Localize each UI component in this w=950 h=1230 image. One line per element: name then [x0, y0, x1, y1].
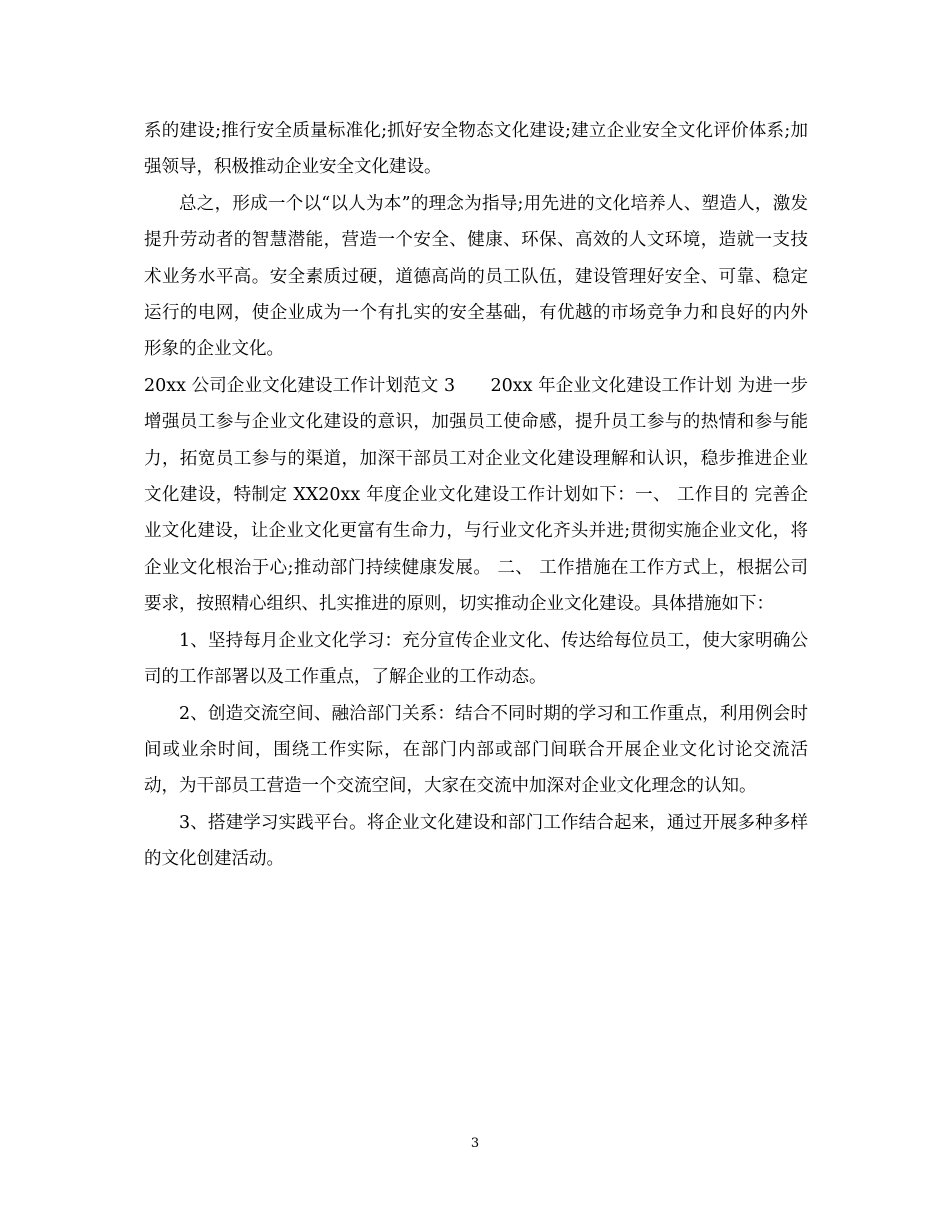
- paragraph-continuation: 系的建设;推行安全质量标准化;抓好安全物态文化建设;建立企业安全文化评价体系;加强领导，积极推动企业安全文化建设。: [144, 121, 808, 178]
- paragraph-measure-3: 3、搭建学习实践平台。将企业文化建设和部门工作结合起来，通过开展多种多样的文化创建活动。: [144, 812, 808, 870]
- paragraph-plan-intro: 20xx 公司企业文化建设工作计划范文 3 20xx 年企业文化建设工作计划 为进一步增强员工参与企业文化建设的意识，加强员工使命感，提升员工参与的热情和参与能力，拓宽员工参与的渠道，加深干部员工对企业文化建设理解和认识，稳步推进企业文化建设，特制定 XX20xx 年度企业文化建设工作计划如下：一、 工作目的 完善企业文化建设，让企业文化更富有生命力，与行业文化齐头并进;贯彻实施企业文化，将企业文化根治于心;推动部门持续健康发展。 二、 工作措施在工作方式上，根据公司要求，按照精心组织、扎实推进的原则，切实推动企业文化建设。具体措施如下：: [144, 375, 808, 615]
- paragraph-measure-1: 1、坚持每月企业文化学习：充分宣传企业文化、传达给每位员工，使大家明确公司的工作部署以及工作重点，了解企业的工作动态。: [144, 630, 808, 688]
- page-number: 3: [470, 1136, 480, 1151]
- document-body: [144, 113, 808, 878]
- paragraph-summary: 总之，形成一个以“以人为本”的理念为指导;用先进的文化培养人、塑造人，激发提升劳动者的智慧潜能，营造一个安全、健康、环保、高效的人文环境，造就一支技术业务水平高。安全素质过硬，道德高尚的员工队伍，建设管理好安全、可靠、稳定运行的电网，使企业成为一个有扎实的安全基础，有优越的市场竞争力和良好的内外形象的企业文化。: [144, 193, 808, 360]
- paragraph-measure-2: 2、创造交流空间、融洽部门关系：结合不同时期的学习和工作重点，利用例会时间或业余时间，围绕工作实际，在部门内部或部门间联合开展企业文化讨论交流活动，为干部员工营造一个交流空间，大家在交流中加深对企业文化理念的认知。: [144, 703, 808, 797]
